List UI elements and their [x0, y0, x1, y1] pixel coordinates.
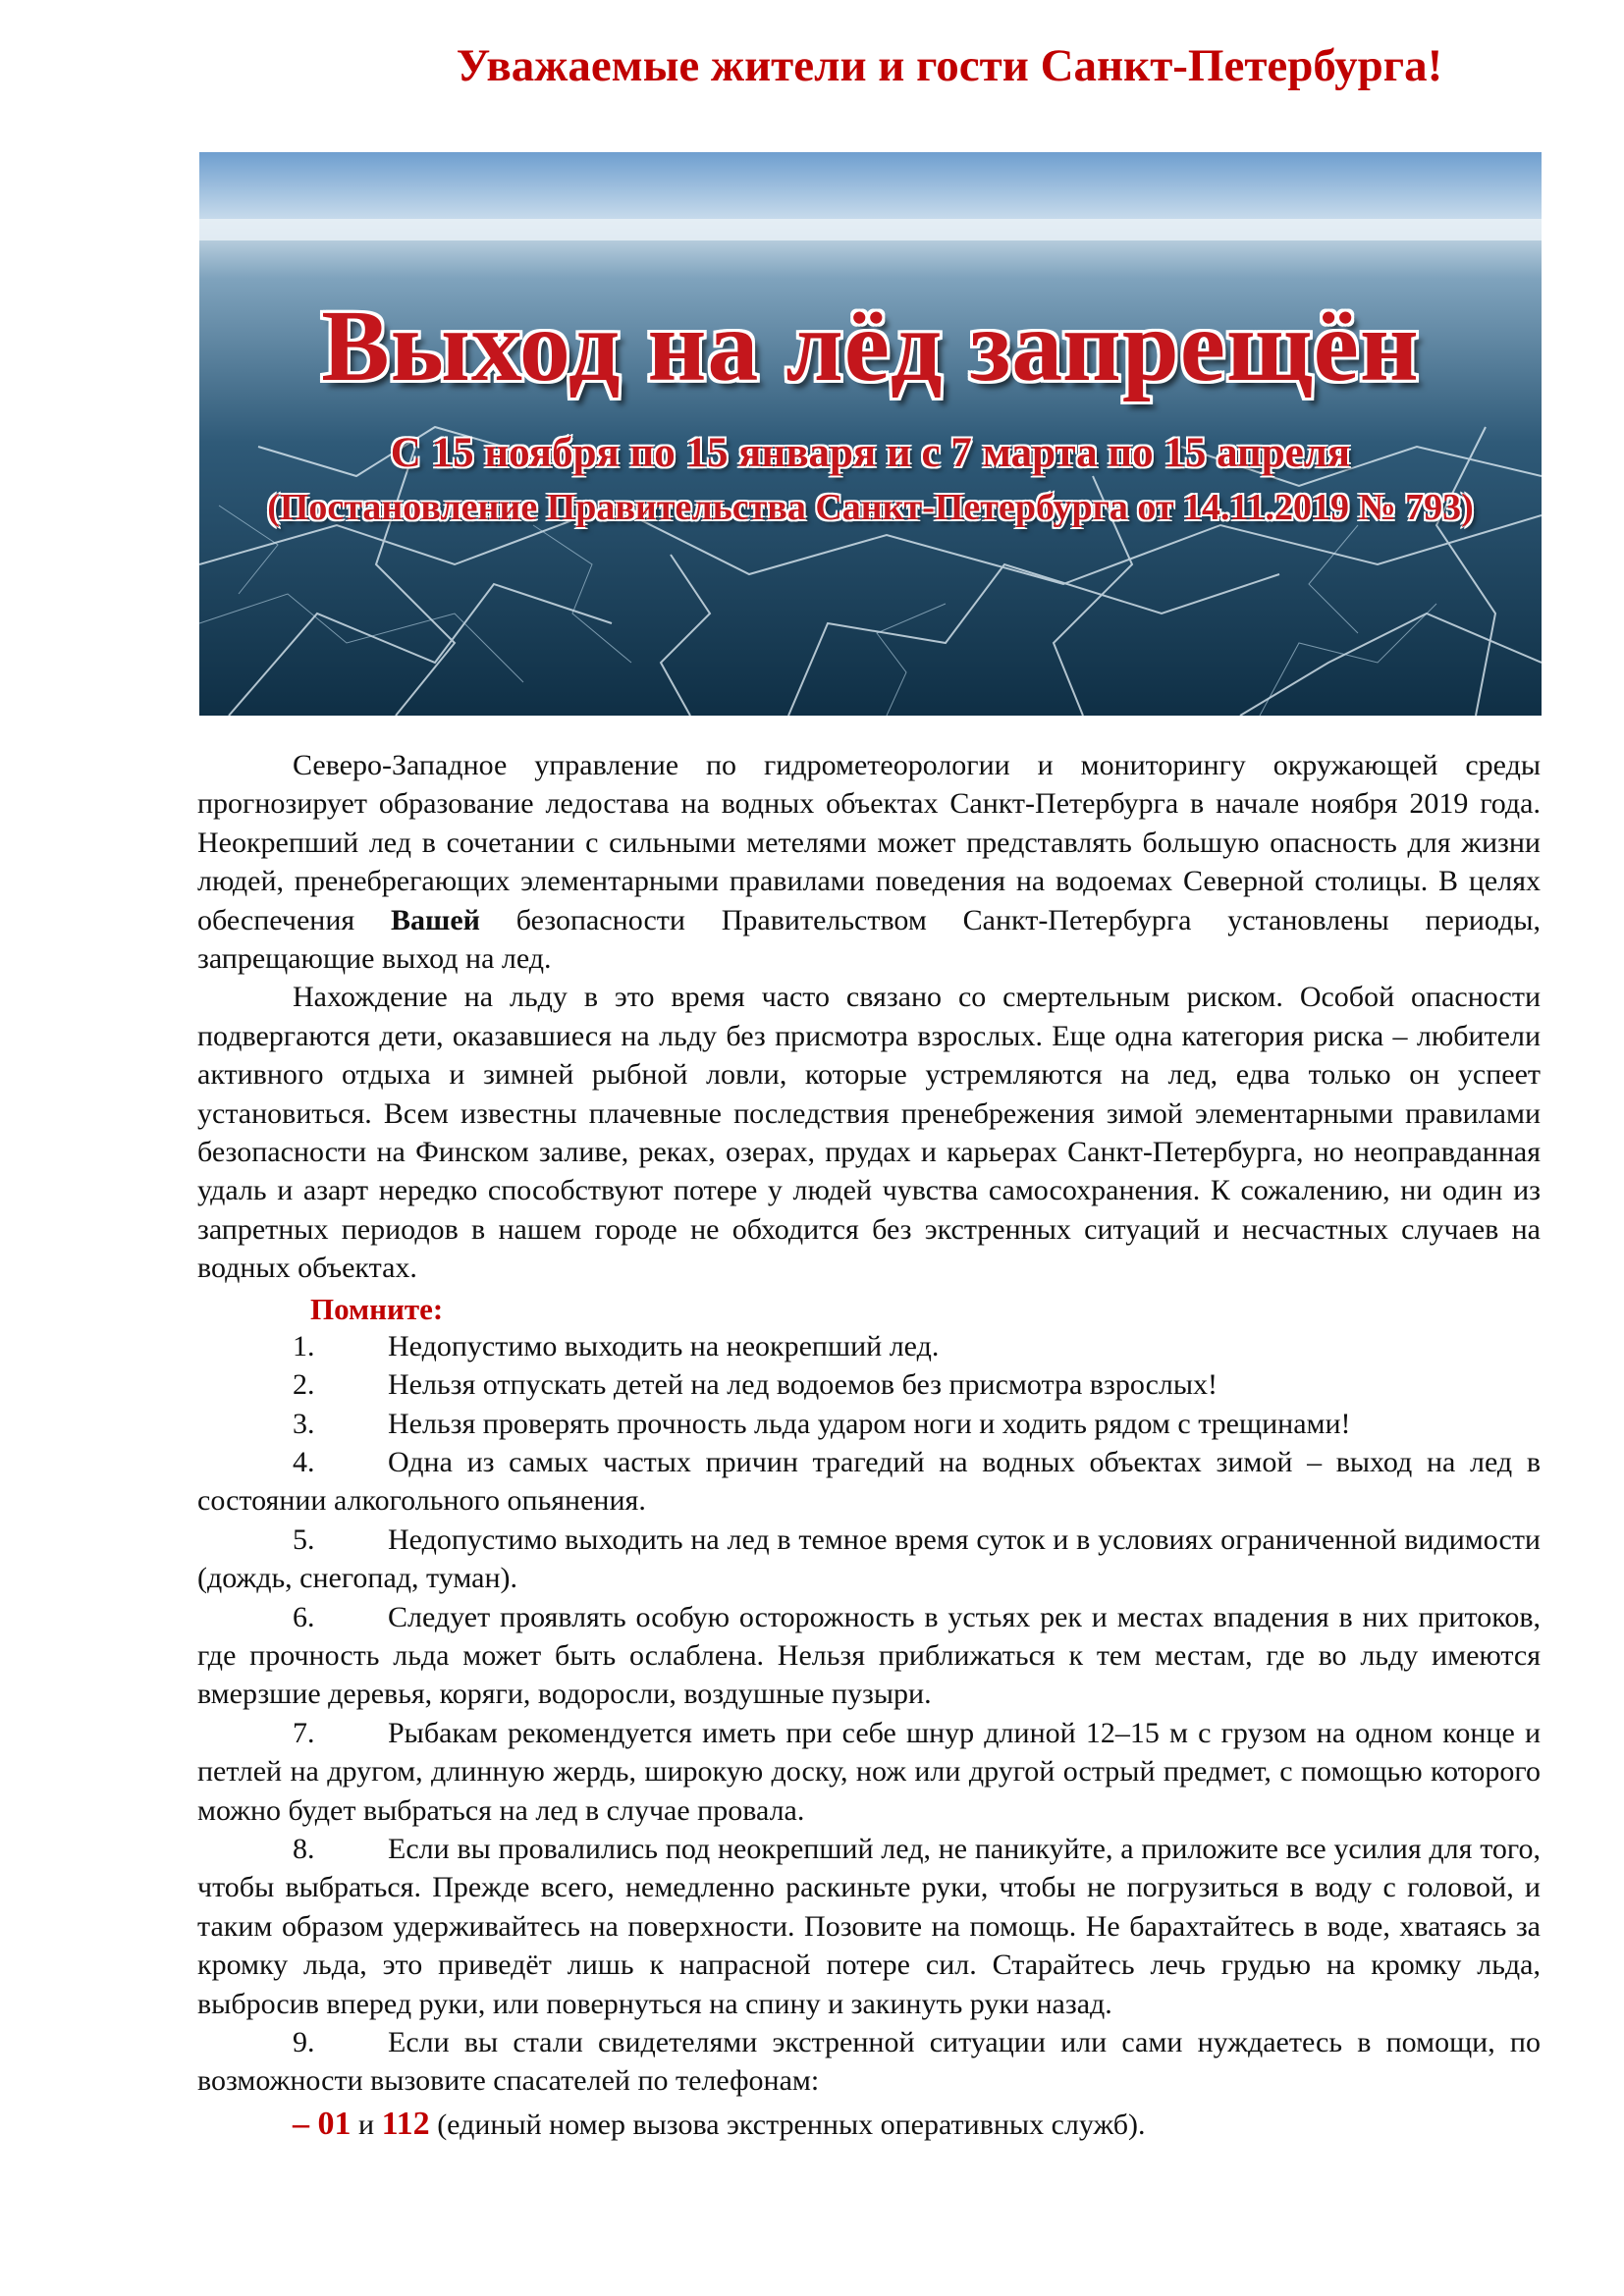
remember-heading: Помните:: [310, 1291, 444, 1326]
list-item-number: 4.: [293, 1445, 315, 1478]
list-item: [197, 1598, 1541, 1714]
list-item: [197, 1405, 1541, 1443]
list-item-number: 7.: [293, 1716, 315, 1749]
phone-dash: –: [293, 2105, 318, 2142]
phone-note: (единый номер вызова экстренных оперативных служб).: [429, 2108, 1146, 2141]
list-item-text: Если вы стали свидетелями экстренной ситуации или сами нуждаетесь в помощи, по возможности вызовите спасателей по телефонам:: [197, 2026, 1541, 2098]
page-heading: Уважаемые жители и гости Санкт-Петербурга!: [456, 40, 1443, 91]
list-item-text: Рыбакам рекомендуется иметь при себе шнур длиной 12–15 м с грузом на одном конце и петлей на другом, длинную жердь, широкую доску, нож или другой острый предмет, с помощью которого можно будет выбраться на лед в случае провала.: [197, 1716, 1541, 1827]
paragraph-intro-part2: безопасности Правительством Санкт-Петербурга установлены периоды, запрещающие выход на лед.: [197, 903, 1541, 976]
paragraph-risk: Нахождение на льду в это время часто связано со смертельным риском. Особой опасности подвергаются дети, оказавшиеся на льду без присмотра взрослых. Еще одна категория риска – любители активного отдыха и зимней рыбной ловли, которые устремляются на лед, едва только он успеет установиться. Всем известны плачевные последствия пренебрежения зимой элементарными правилами безопасности на Финском заливе, реках, озерах, прудах и карьерах Санкт-Петербурга, но неоправданная удаль и азарт нередко способствуют потере у людей чувства самосохранения. К сожалению, ни один из запретных периодов в нашем городе не обходится без экстренных ситуаций и несчастных случаев на водных объектах.: [197, 981, 1541, 1285]
banner-title: Выход на лёд запрещён: [321, 290, 1420, 402]
list-item: [197, 1365, 1541, 1404]
list-item-text: Недопустимо выходить на лед в темное время суток и в условиях ограниченной видимости (дождь, снегопад, туман).: [197, 1522, 1541, 1595]
list-item-number: 5.: [293, 1522, 315, 1556]
emergency-phones: [293, 2105, 1541, 2144]
main-text: [197, 746, 1541, 2144]
phone-conjunction: и: [351, 2108, 382, 2141]
paragraph-intro-part1: Северо-Западное управление по гидрометеорологии и мониторингу окружающей среды прогнозирует образование ледостава на водных объектах Санкт-Петербурга в начале ноября 2019 года. Неокрепший лед в сочетании с сильными метелями может представлять большую опасность для жизни людей, пренебрегающих элементарными правилами поведения на водоемах Северной столицы. В целях обеспечения: [197, 749, 1541, 936]
list-item: [197, 1521, 1541, 1598]
list-item-text: Недопустимо выходить на неокрепший лед.: [388, 1329, 940, 1362]
ice-banner-image: [199, 152, 1542, 716]
phone-number-112: 112: [381, 2105, 430, 2142]
phone-number-01: 01: [317, 2105, 352, 2142]
banner-dates: С 15 ноября по 15 января и с 7 марта по 15 апреля: [390, 430, 1351, 476]
list-item: [197, 1443, 1541, 1521]
list-item-text: Следует проявлять особую осторожность в устьях рек и местах впадения в них притоков, где прочность льда может быть ослаблена. Нельзя приближаться к тем местам, где во льду имеются вмерзшие деревья, коряги, водоросли, воздушные пузыри.: [197, 1600, 1541, 1711]
banner-decree: (Постановление Правительства Санкт-Петербурга от 14.11.2019 № 793): [267, 487, 1474, 528]
list-item-number: 1.: [293, 1329, 315, 1362]
list-item-number: 8.: [293, 1832, 315, 1865]
list-item-number: 3.: [293, 1407, 315, 1440]
list-item-number: 2.: [293, 1368, 315, 1402]
list-item-number: 6.: [293, 1600, 315, 1633]
paragraph-intro: [197, 746, 1541, 978]
list-item: [197, 1830, 1541, 2023]
list-item-text: Нельзя отпускать детей на лед водоемов без присмотра взрослых!: [388, 1368, 1218, 1402]
list-item-text: Нельзя проверять прочность льда ударом ноги и ходить рядом с трещинами!: [388, 1407, 1351, 1440]
list-item: [197, 2023, 1541, 2101]
paragraph-intro-bold: Вашей: [391, 903, 480, 936]
list-item: [197, 1714, 1541, 1830]
list-item-number: 9.: [293, 2026, 315, 2058]
list-item: [197, 1327, 1541, 1365]
list-item-text: Одна из самых частых причин трагедий на водных объектах зимой – выход на лед в состоянии алкогольного опьянения.: [197, 1445, 1541, 1518]
list-item-text: Если вы провалились под неокрепший лед, не паникуйте, а приложите все усилия для того, чтобы выбраться. Прежде всего, немедленно раскиньте руки, чтобы не погрузиться в воду с головой, и таким образом удерживайтесь на поверхности. Позовите на помощь. Не барахтайтесь в воде, хватаясь за кромку льда, это приведёт лишь к напрасной потере сил. Старайтесь лечь грудью на кромку льда, выбросив вперед руки, или повернуться на спину и закинуть руки назад.: [197, 1832, 1541, 2020]
